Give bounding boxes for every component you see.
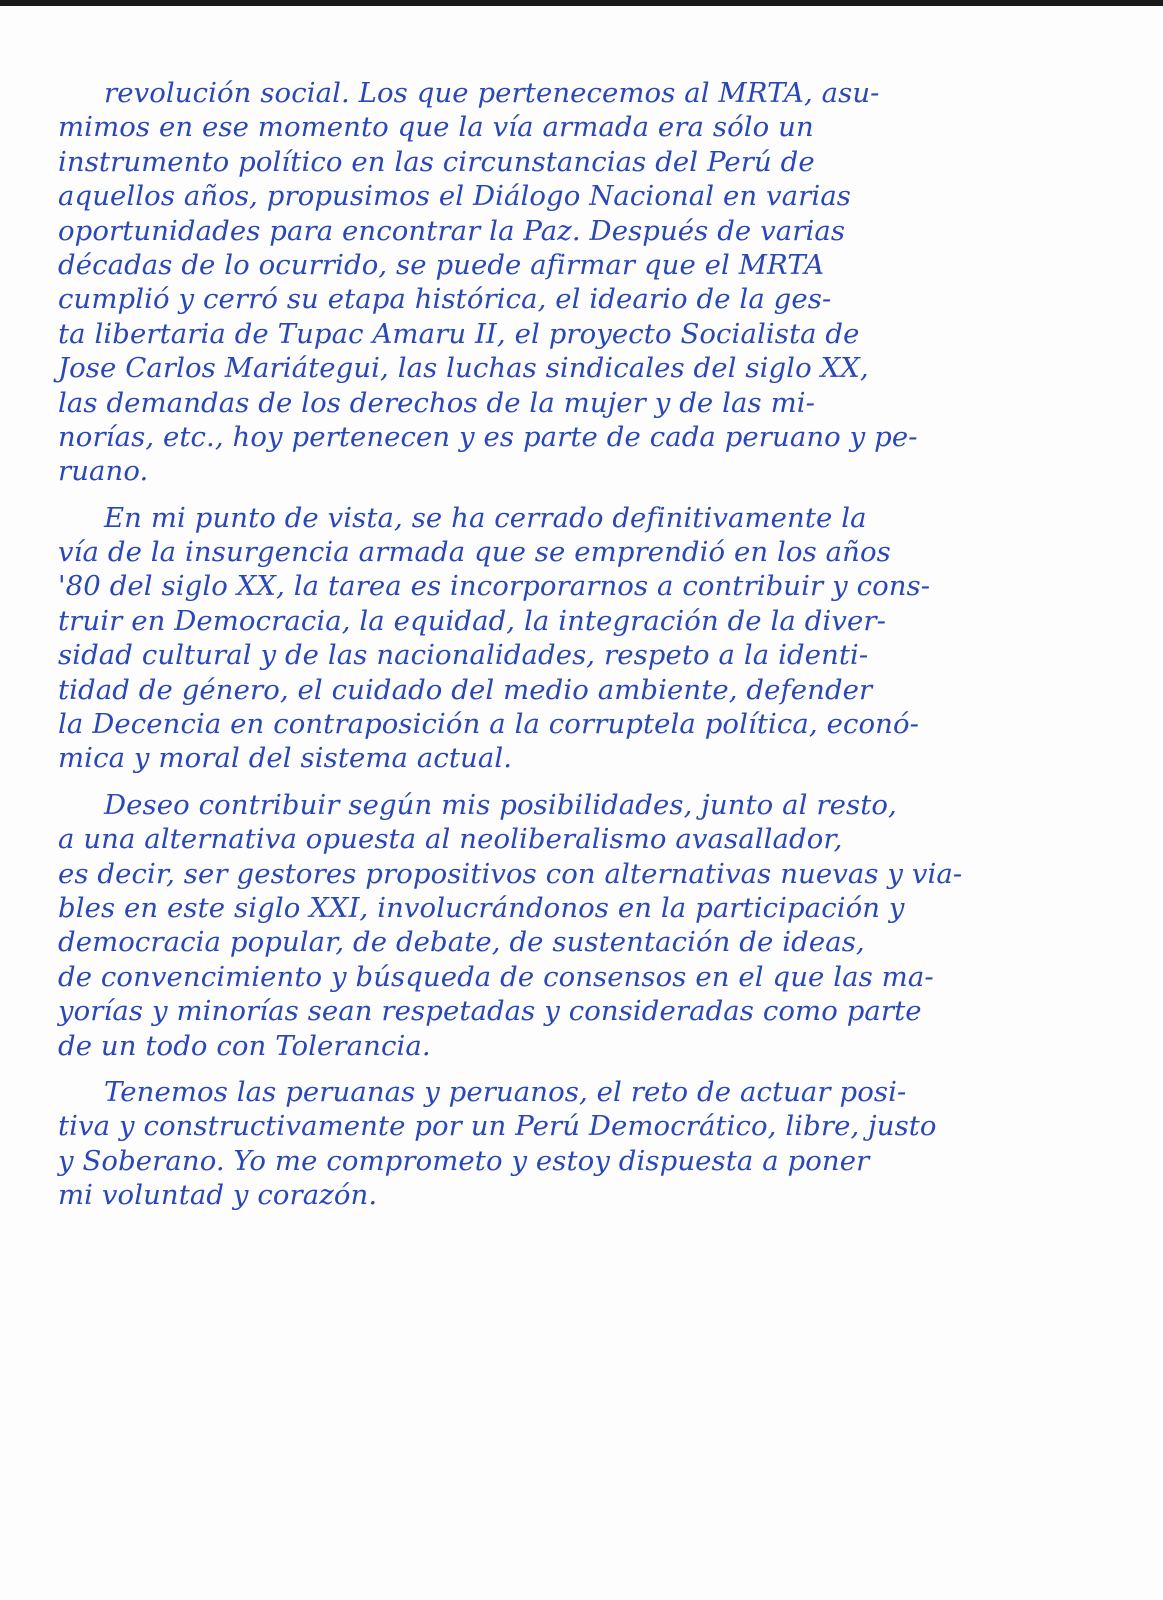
handwritten-letter-body — [58, 76, 1063, 1225]
text-line: es decir, ser gestores propositivos con alternativas nuevas y via- — [58, 857, 963, 890]
text-line: las demandas de los derechos de la mujer y de las mi- — [58, 386, 816, 419]
text-line: y Soberano. Yo me comprometo y estoy dispuesta a poner — [58, 1144, 870, 1177]
text-line: mimos en ese momento que la vía armada era sólo un — [58, 111, 814, 144]
paragraph-3 — [58, 788, 1063, 1063]
text-line: '80 del siglo XX, la tarea es incorporarnos a contribuir y cons- — [58, 570, 931, 603]
text-line: sidad cultural y de las nacionalidades, respeto a la identi- — [58, 639, 869, 672]
text-line: la Decencia en contraposición a la corruptela política, econó- — [58, 708, 919, 741]
text-line: instrumento político en las circunstancias del Perú de — [58, 145, 815, 178]
text-line: tiva y constructivamente por un Perú Democrático, libre, justo — [58, 1110, 937, 1143]
paragraph-2 — [58, 501, 1063, 776]
text-line: tidad de género, el cuidado del medio ambiente, defender — [58, 673, 873, 706]
paragraph-4 — [58, 1075, 1063, 1213]
text-line: de un todo con Tolerancia. — [58, 1029, 431, 1062]
text-line: décadas de lo ocurrido, se puede afirmar que el MRTA — [58, 248, 825, 281]
text-line: yorías y minorías sean respetadas y consideradas como parte — [58, 995, 922, 1028]
text-line: norías, etc., hoy pertenecen y es parte de cada peruano y pe- — [58, 420, 918, 453]
text-line: Jose Carlos Mariátegui, las luchas sindicales del siglo XX, — [58, 352, 869, 385]
text-line: revolución social. Los que pertenecemos al MRTA, asu- — [104, 77, 880, 109]
paragraph-1 — [58, 76, 1063, 489]
text-line: vía de la insurgencia armada que se emprendió en los años — [58, 536, 891, 569]
text-line: aquellos años, propusimos el Diálogo Nacional en varias — [58, 180, 852, 213]
text-line: ta libertaria de Tupac Amaru II, el proyecto Socialista de — [58, 317, 860, 350]
text-line: mica y moral del sistema actual. — [58, 742, 513, 775]
text-line: ruano. — [58, 455, 149, 488]
text-line: a una alternativa opuesta al neoliberalismo avasallador, — [58, 823, 843, 856]
text-line: oportunidades para encontrar la Paz. Después de varias — [58, 214, 846, 247]
handwritten-page — [0, 6, 1163, 1600]
text-line: Deseo contribuir según mis posibilidades, junto al resto, — [104, 788, 897, 821]
text-line: En mi punto de vista, se ha cerrado definitivamente la — [104, 501, 867, 534]
text-line: mi voluntad y corazón. — [58, 1179, 378, 1212]
text-line: truir en Democracia, la equidad, la integración de la diver- — [58, 604, 887, 637]
text-line: democracia popular, de debate, de sustentación de ideas, — [58, 926, 865, 959]
text-line: de convencimiento y búsqueda de consensos en el que las ma- — [58, 960, 934, 993]
text-line: cumplió y cerró su etapa histórica, el ideario de la ges- — [58, 283, 832, 316]
text-line: Tenemos las peruanas y peruanos, el reto de actuar posi- — [104, 1075, 907, 1108]
text-line: bles en este siglo XXI, involucrándonos en la participación y — [58, 891, 905, 924]
